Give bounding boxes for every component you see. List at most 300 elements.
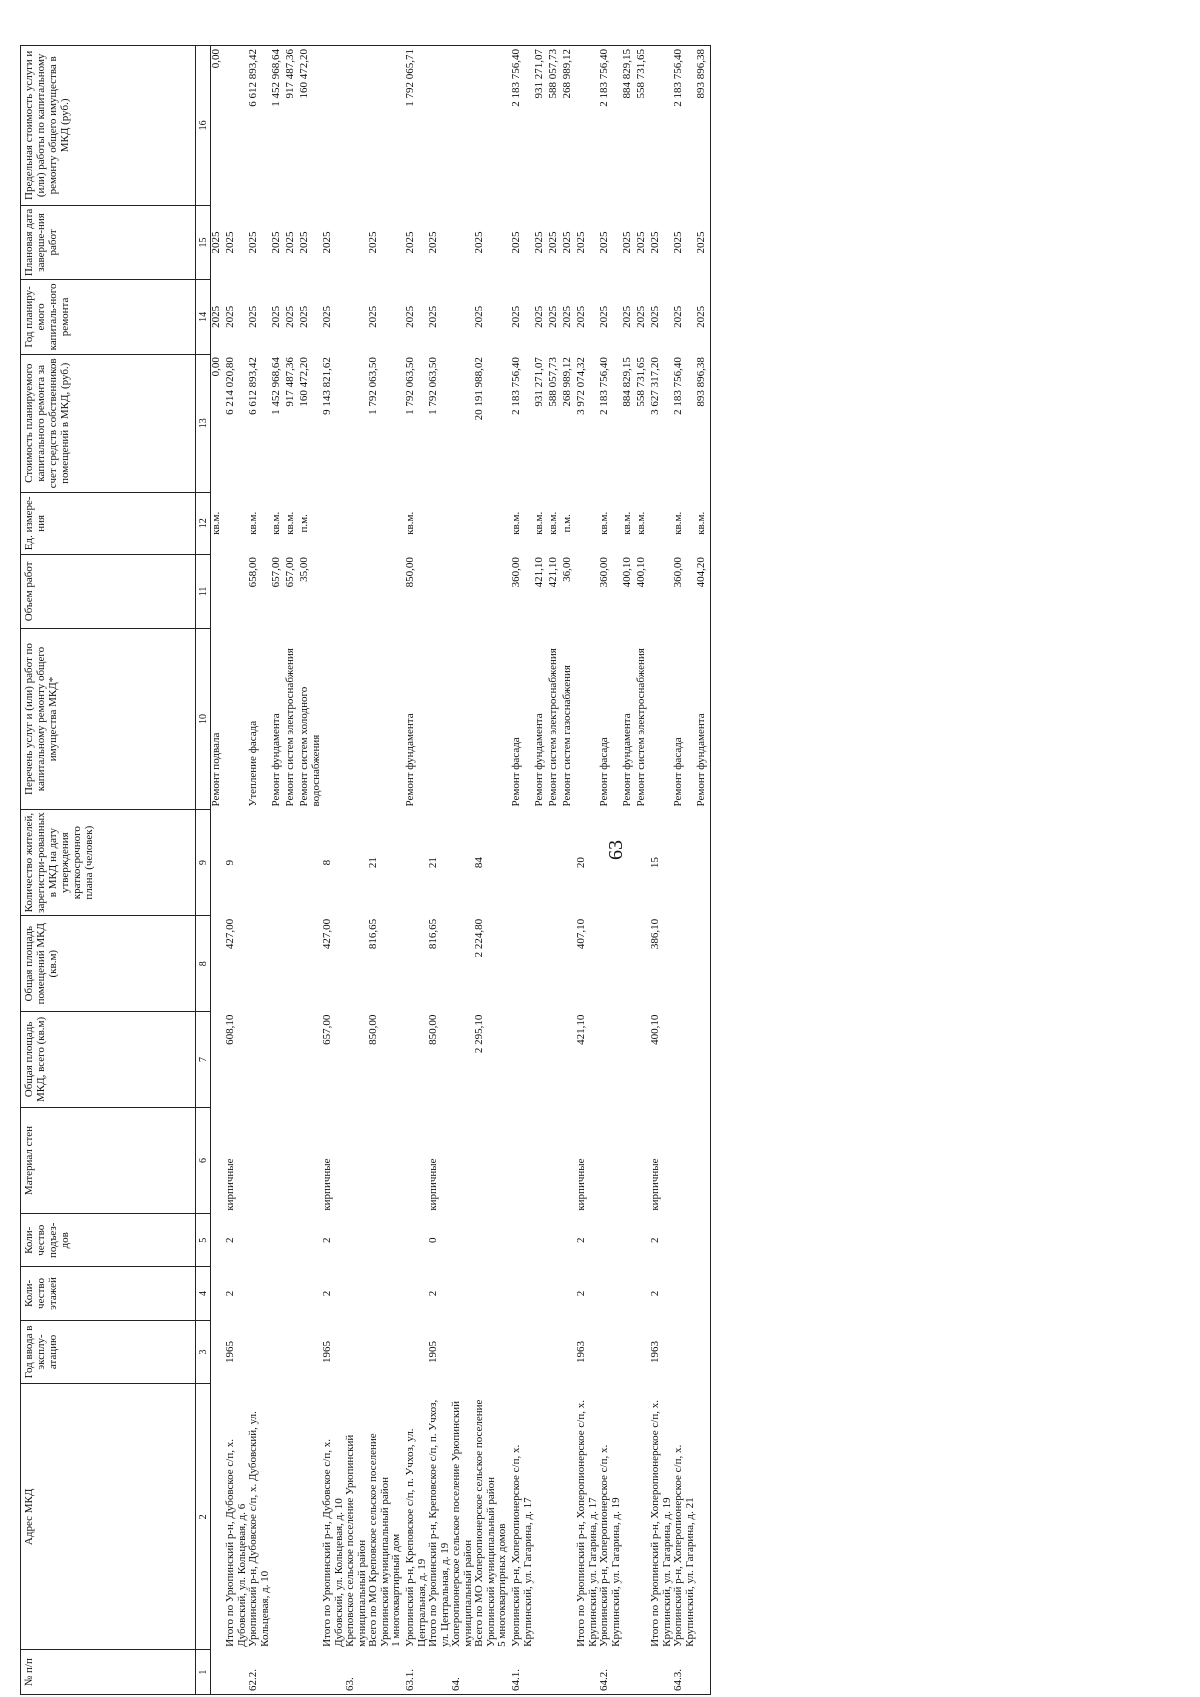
table-cell xyxy=(497,280,511,354)
table-cell xyxy=(451,205,474,279)
table-cell: 2025 xyxy=(473,231,485,254)
table-cell: кирпичные xyxy=(321,1158,333,1211)
table-cell: Утепление фасада xyxy=(247,720,259,807)
table-cell xyxy=(391,1650,405,1695)
table-cell xyxy=(511,1267,534,1320)
table-cell xyxy=(211,1320,226,1384)
table-cell: Ремонт систем электроснабжения xyxy=(635,648,647,807)
table-cell: 884 829,15 xyxy=(621,357,633,407)
table-cell xyxy=(599,1012,622,1108)
table-cell: 850,00 xyxy=(404,557,416,588)
table-cell xyxy=(285,1214,299,1267)
table-cell xyxy=(345,1214,368,1267)
table-cell: 62.2. xyxy=(248,1650,271,1695)
table-cell: 35,00 xyxy=(298,557,310,582)
table-cell xyxy=(428,1650,451,1695)
table-cell xyxy=(248,809,271,915)
table-cell xyxy=(368,1650,391,1695)
table-cell: кв.м. xyxy=(533,511,545,535)
table-body xyxy=(211,46,711,1695)
table-cell xyxy=(562,1384,576,1650)
table-cell: 2025 xyxy=(247,305,259,328)
table-cell xyxy=(428,554,451,628)
table-cell: 2025 xyxy=(561,305,573,328)
table-cell: 2 183 756,40 xyxy=(673,46,696,206)
table-cell xyxy=(248,1214,271,1267)
table-cell: Ремонт фундамента xyxy=(621,713,633,807)
table-cell xyxy=(451,492,474,554)
table-cell xyxy=(451,809,474,915)
table-cell: 2025 xyxy=(649,305,661,328)
table-cell xyxy=(391,1267,405,1320)
table-cell xyxy=(622,1267,636,1320)
table-cell xyxy=(511,1012,534,1108)
table-cell: 64.1. xyxy=(511,1650,534,1695)
table-cell xyxy=(322,46,345,206)
header-row xyxy=(21,46,196,1695)
table-cell xyxy=(548,1267,562,1320)
table-cell xyxy=(599,809,622,915)
page-number: 63 xyxy=(605,840,627,860)
table-cell: 2 xyxy=(649,1237,661,1244)
table-cell xyxy=(391,1320,405,1384)
table-cell: 5 многоквартирных домов xyxy=(496,1523,508,1647)
table-cell xyxy=(405,1107,428,1213)
table-row xyxy=(673,46,696,1695)
capital-repair-table xyxy=(20,45,711,1695)
table-cell xyxy=(271,1214,285,1267)
table-cell xyxy=(451,1267,474,1320)
table-cell: 2025 xyxy=(427,305,439,328)
table-cell xyxy=(636,1012,650,1108)
table-cell: 2 xyxy=(649,1290,661,1297)
table-cell: 1 многоквартирный дом xyxy=(390,1533,402,1647)
table-cell xyxy=(636,916,650,1012)
table-cell xyxy=(696,1214,711,1267)
table-cell xyxy=(474,1267,497,1320)
table-cell: Ремонт фасада xyxy=(598,737,610,807)
table-row xyxy=(622,46,636,1695)
table-cell: Ремонт подвала xyxy=(210,732,222,807)
column-header: Количество жителей, зарегистри-рованных в МКД на дату утверждения краткосрочного плана (человек) xyxy=(21,809,196,915)
table-cell: 2025 xyxy=(561,231,573,254)
table-cell xyxy=(299,1384,322,1650)
table-cell: 2 xyxy=(224,1237,236,1244)
table-cell xyxy=(511,1320,534,1384)
table-cell xyxy=(271,1107,285,1213)
table-cell xyxy=(673,1012,696,1108)
table-cell xyxy=(636,809,650,915)
table-cell: 421,10 xyxy=(575,1014,587,1045)
table-cell xyxy=(599,1214,622,1267)
table-cell xyxy=(576,492,599,554)
table-cell xyxy=(673,1107,696,1213)
table-cell xyxy=(285,1107,299,1213)
table-cell: 893 896,38 xyxy=(696,354,711,492)
table-row xyxy=(211,46,226,1695)
table-cell: 400,10 xyxy=(621,557,633,588)
table-cell: 2025 xyxy=(635,231,647,254)
table-cell xyxy=(285,1650,299,1695)
table-cell: 2025 xyxy=(575,305,587,328)
table-row xyxy=(391,46,405,1695)
table-cell xyxy=(391,492,405,554)
table-cell xyxy=(548,1384,562,1650)
table-cell xyxy=(497,629,511,810)
table-row xyxy=(650,46,673,1695)
table-cell xyxy=(225,554,248,628)
table-cell xyxy=(345,492,368,554)
table-cell xyxy=(673,1267,696,1320)
table-cell: Урюпинский р-н, Хоперопионерское с/п, х. Крупинский, ул. Гагарина, д. 19 xyxy=(598,1444,622,1647)
table-cell xyxy=(562,809,576,915)
table-cell xyxy=(622,1107,636,1213)
table-cell xyxy=(285,1320,299,1384)
table-cell xyxy=(391,1107,405,1213)
table-cell xyxy=(599,1267,622,1320)
table-cell xyxy=(271,1320,285,1384)
table-cell xyxy=(576,46,599,206)
table-cell: 658,00 xyxy=(247,557,259,588)
table-cell xyxy=(368,46,391,206)
table-cell xyxy=(405,916,428,1012)
table-cell: 2025 xyxy=(547,305,559,328)
column-header: Стоимость планируемого капитального ремонта за счет средств собственников помещений в МКД, (руб.) xyxy=(21,354,196,492)
table-cell xyxy=(548,916,562,1012)
table-cell: 893 896,38 xyxy=(696,46,711,206)
table-cell: Хоперопионерское сельское поселение Урюпинский муниципальный район xyxy=(450,1400,474,1647)
table-cell xyxy=(322,554,345,628)
table-cell xyxy=(322,629,345,810)
table-cell: 1963 xyxy=(649,1340,661,1363)
table-cell: 2 xyxy=(575,1237,587,1244)
table-cell xyxy=(622,1384,636,1650)
table-cell: 2 xyxy=(575,1290,587,1297)
table-cell: 400,10 xyxy=(649,1014,661,1045)
table-cell: 1 452 968,64 xyxy=(271,46,285,206)
table-cell: 2025 xyxy=(621,231,633,254)
table-cell xyxy=(451,1012,474,1108)
table-cell: 1 792 063,50 xyxy=(367,357,379,415)
table-cell xyxy=(497,1107,511,1213)
table-cell xyxy=(497,809,511,915)
column-number: 12 xyxy=(196,492,211,554)
table-cell xyxy=(391,916,405,1012)
column-number: 8 xyxy=(196,916,211,1012)
table-cell xyxy=(650,46,673,206)
column-number: 11 xyxy=(196,554,211,628)
table-cell xyxy=(225,629,248,810)
table-cell: 850,00 xyxy=(427,1014,439,1045)
table-cell: 2 183 756,40 xyxy=(599,46,622,206)
table-cell xyxy=(391,46,405,206)
table-cell: 850,00 xyxy=(367,1014,379,1045)
table-cell xyxy=(562,1320,576,1384)
table-cell xyxy=(391,280,405,354)
table-cell xyxy=(696,1384,711,1650)
table-row xyxy=(474,46,497,1695)
table-cell xyxy=(299,1214,322,1267)
table-cell xyxy=(211,1012,226,1108)
table-cell xyxy=(405,1214,428,1267)
table-cell: 558 731,65 xyxy=(635,357,647,407)
table-cell xyxy=(622,916,636,1012)
rotated-table-sheet xyxy=(20,45,1140,1695)
table-cell: кв.м. xyxy=(210,511,222,535)
table-cell xyxy=(345,1320,368,1384)
table-cell: 884 829,15 xyxy=(622,46,636,206)
table-cell: 8 xyxy=(321,859,333,866)
table-cell: Ремонт систем газоснабжения xyxy=(561,665,573,807)
table-cell: 2 183 756,40 xyxy=(511,46,534,206)
table-cell: 1963 xyxy=(575,1340,587,1363)
column-number: 6 xyxy=(196,1107,211,1213)
table-cell: 2025 xyxy=(404,231,416,254)
table-cell xyxy=(497,1320,511,1384)
table-cell: 2025 xyxy=(533,305,545,328)
table-cell: 2 183 756,40 xyxy=(598,357,610,415)
table-cell: Урюпинский р-н, Хоперопионерское с/п, х. Крупинский, ул. Гагарина, д. 17 xyxy=(510,1444,534,1647)
table-cell: 2025 xyxy=(696,205,711,279)
column-header: Год планиру-емого капиталь-ного ремонта xyxy=(21,280,196,354)
table-cell: п.м. xyxy=(298,514,310,533)
table-cell xyxy=(474,629,497,810)
table-cell xyxy=(576,1650,599,1695)
table-cell xyxy=(636,1214,650,1267)
table-cell: 0,00 xyxy=(211,46,226,206)
table-cell: Итого по Урюпинский р-н, Дубовское с/п, х. Дубовский, ул. Кольцевая, д. 10 xyxy=(321,1439,345,1647)
table-cell xyxy=(622,1214,636,1267)
column-number: 13 xyxy=(196,354,211,492)
table-cell xyxy=(428,629,451,810)
table-cell: кв.м. xyxy=(404,511,416,535)
table-cell: 2025 xyxy=(473,305,485,328)
table-row xyxy=(636,46,650,1695)
table-cell: кв.м. xyxy=(598,511,610,535)
table-cell xyxy=(534,1107,548,1213)
column-header: Коли-чество подъез-дов xyxy=(21,1214,196,1267)
table-cell xyxy=(345,354,368,492)
table-cell xyxy=(345,916,368,1012)
table-cell: 588 057,73 xyxy=(548,46,562,206)
table-cell: Урюпинский р-н, Креповское с/п, п. Учхоз, ул. Центральная, д. 19 xyxy=(404,1428,428,1647)
table-cell xyxy=(534,1267,548,1320)
table-cell xyxy=(562,1012,576,1108)
table-cell xyxy=(534,1384,548,1650)
table-cell xyxy=(696,1012,711,1108)
table-cell xyxy=(405,1267,428,1320)
table-cell: 1 792 063,50 xyxy=(427,357,439,415)
table-cell xyxy=(345,629,368,810)
table-cell xyxy=(474,46,497,206)
table-cell: 421,10 xyxy=(547,557,559,588)
table-cell xyxy=(497,1214,511,1267)
table-cell: 2 295,10 xyxy=(473,1014,485,1054)
table-cell xyxy=(345,1012,368,1108)
table-cell: 160 472,20 xyxy=(299,46,322,206)
table-cell: 2025 xyxy=(367,305,379,328)
table-cell xyxy=(271,809,285,915)
table-cell xyxy=(391,554,405,628)
table-cell xyxy=(511,1107,534,1213)
table-cell: кв.м. xyxy=(270,511,282,535)
table-cell: п.м. xyxy=(561,514,573,533)
table-cell: Всего по МО Креповское сельское поселение Урюпинский муниципальный район xyxy=(367,1433,391,1647)
table-cell: кирпичные xyxy=(575,1158,587,1211)
table-cell xyxy=(696,1320,711,1384)
column-header: Адрес МКД xyxy=(21,1384,196,1650)
table-cell xyxy=(248,1012,271,1108)
table-cell xyxy=(299,1012,322,1108)
table-cell xyxy=(497,554,511,628)
table-cell xyxy=(622,1012,636,1108)
table-cell xyxy=(451,1320,474,1384)
table-cell xyxy=(211,1267,226,1320)
table-cell xyxy=(548,1012,562,1108)
table-cell: 2 xyxy=(224,1290,236,1297)
table-cell: 3 972 074,32 xyxy=(575,357,587,415)
table-cell: 427,00 xyxy=(224,918,236,950)
table-cell xyxy=(650,492,673,554)
table-cell: 3 627 317,20 xyxy=(649,357,661,415)
table-cell xyxy=(285,1267,299,1320)
table-cell: 21 xyxy=(367,857,379,869)
table-cell: 588 057,73 xyxy=(547,357,559,407)
table-cell xyxy=(299,1650,322,1695)
table-cell xyxy=(451,1107,474,1213)
column-header: Плановая дата заверше-ния работ xyxy=(21,205,196,279)
table-cell xyxy=(451,1214,474,1267)
table-row xyxy=(299,46,322,1695)
table-cell xyxy=(391,1214,405,1267)
table-cell: 917 487,36 xyxy=(284,357,296,407)
table-cell xyxy=(299,916,322,1012)
table-cell: 0 xyxy=(427,1237,439,1244)
table-cell: 2025 xyxy=(210,231,222,254)
table-cell xyxy=(211,1107,226,1213)
table-cell xyxy=(451,280,474,354)
table-cell: 1965 xyxy=(321,1340,333,1363)
table-cell xyxy=(428,46,451,206)
column-number: 10 xyxy=(196,629,211,810)
table-cell xyxy=(534,1012,548,1108)
table-cell: 63.1. xyxy=(405,1650,428,1695)
table-row xyxy=(248,46,271,1695)
table-row xyxy=(511,46,534,1695)
table-cell: 2025 xyxy=(270,305,282,328)
table-cell: Ремонт фасада xyxy=(672,737,684,807)
table-cell: 36,00 xyxy=(561,557,573,582)
table-cell xyxy=(497,1650,511,1695)
table-cell: 2025 xyxy=(621,305,633,328)
table-cell xyxy=(345,1107,368,1213)
table-cell xyxy=(599,1320,622,1384)
column-number: 16 xyxy=(196,46,211,206)
table-cell: 2025 xyxy=(224,231,236,254)
table-cell xyxy=(345,809,368,915)
table-cell xyxy=(428,492,451,554)
table-cell: кв.м. xyxy=(547,511,559,535)
table-cell xyxy=(599,916,622,1012)
table-cell xyxy=(599,1107,622,1213)
table-cell: 2025 xyxy=(649,231,661,254)
table-cell: 2025 xyxy=(427,231,439,254)
column-header: Перечень услуг и (или) работ по капитальному ремонту общего имущества МКД* xyxy=(21,629,196,810)
table-cell xyxy=(248,1267,271,1320)
table-cell: 2025 xyxy=(635,305,647,328)
table-cell xyxy=(451,629,474,810)
table-cell xyxy=(299,1320,322,1384)
table-cell xyxy=(391,205,405,279)
table-cell xyxy=(474,492,497,554)
table-cell xyxy=(405,809,428,915)
table-cell: 160 472,20 xyxy=(298,357,310,407)
table-cell xyxy=(474,1650,497,1695)
table-cell xyxy=(548,809,562,915)
table-cell xyxy=(368,1214,391,1267)
table-row xyxy=(345,46,368,1695)
table-cell: кв.м. xyxy=(621,511,633,535)
table-cell: Креповское сельское поселение Урюпинский муниципальный район xyxy=(344,1434,368,1647)
table-cell xyxy=(368,1320,391,1384)
table-cell: 400,10 xyxy=(635,557,647,588)
table-cell xyxy=(248,1320,271,1384)
table-cell: 404,20 xyxy=(696,554,711,628)
table-cell xyxy=(511,1214,534,1267)
table-cell: Итого по Урюпинский р-н, Дубовское с/п, х. Дубовский, ул. Кольцевая, д. 6 xyxy=(224,1439,248,1647)
table-cell: кирпичные xyxy=(649,1158,661,1211)
table-row xyxy=(322,46,345,1695)
table-cell xyxy=(322,492,345,554)
table-cell: 9 143 821,62 xyxy=(321,357,333,415)
table-cell xyxy=(534,1320,548,1384)
table-cell: 2025 xyxy=(598,231,610,254)
table-cell xyxy=(622,1650,636,1695)
column-header: Ед. измере-ния xyxy=(21,492,196,554)
table-cell xyxy=(497,916,511,1012)
table-cell xyxy=(474,554,497,628)
table-cell xyxy=(368,1267,391,1320)
table-cell xyxy=(696,916,711,1012)
table-cell: кирпичные xyxy=(224,1158,236,1211)
table-cell xyxy=(696,809,711,915)
table-cell: 2025 xyxy=(598,305,610,328)
table-cell xyxy=(271,1012,285,1108)
table-cell xyxy=(405,1012,428,1108)
table-cell xyxy=(650,554,673,628)
table-cell xyxy=(636,1107,650,1213)
table-cell: Ремонт систем электроснабжения xyxy=(547,648,559,807)
table-cell xyxy=(562,1650,576,1695)
table-cell: 2025 xyxy=(298,305,310,328)
table-cell: 2025 xyxy=(224,305,236,328)
table-cell xyxy=(562,1267,576,1320)
table-cell: кв.м. xyxy=(672,511,684,535)
table-row xyxy=(599,46,622,1695)
table-cell xyxy=(225,1650,248,1695)
table-cell xyxy=(548,1107,562,1213)
table-cell: 1905 xyxy=(427,1340,439,1363)
table-cell: 2025 xyxy=(672,231,684,254)
table-cell xyxy=(451,46,474,206)
table-cell xyxy=(636,1267,650,1320)
table-cell: Ремонт систем холодного водоснабжения xyxy=(298,686,322,807)
table-cell xyxy=(368,554,391,628)
table-row xyxy=(285,46,299,1695)
table-cell xyxy=(534,1650,548,1695)
table-cell xyxy=(299,1267,322,1320)
table-cell: 2 xyxy=(321,1290,333,1297)
